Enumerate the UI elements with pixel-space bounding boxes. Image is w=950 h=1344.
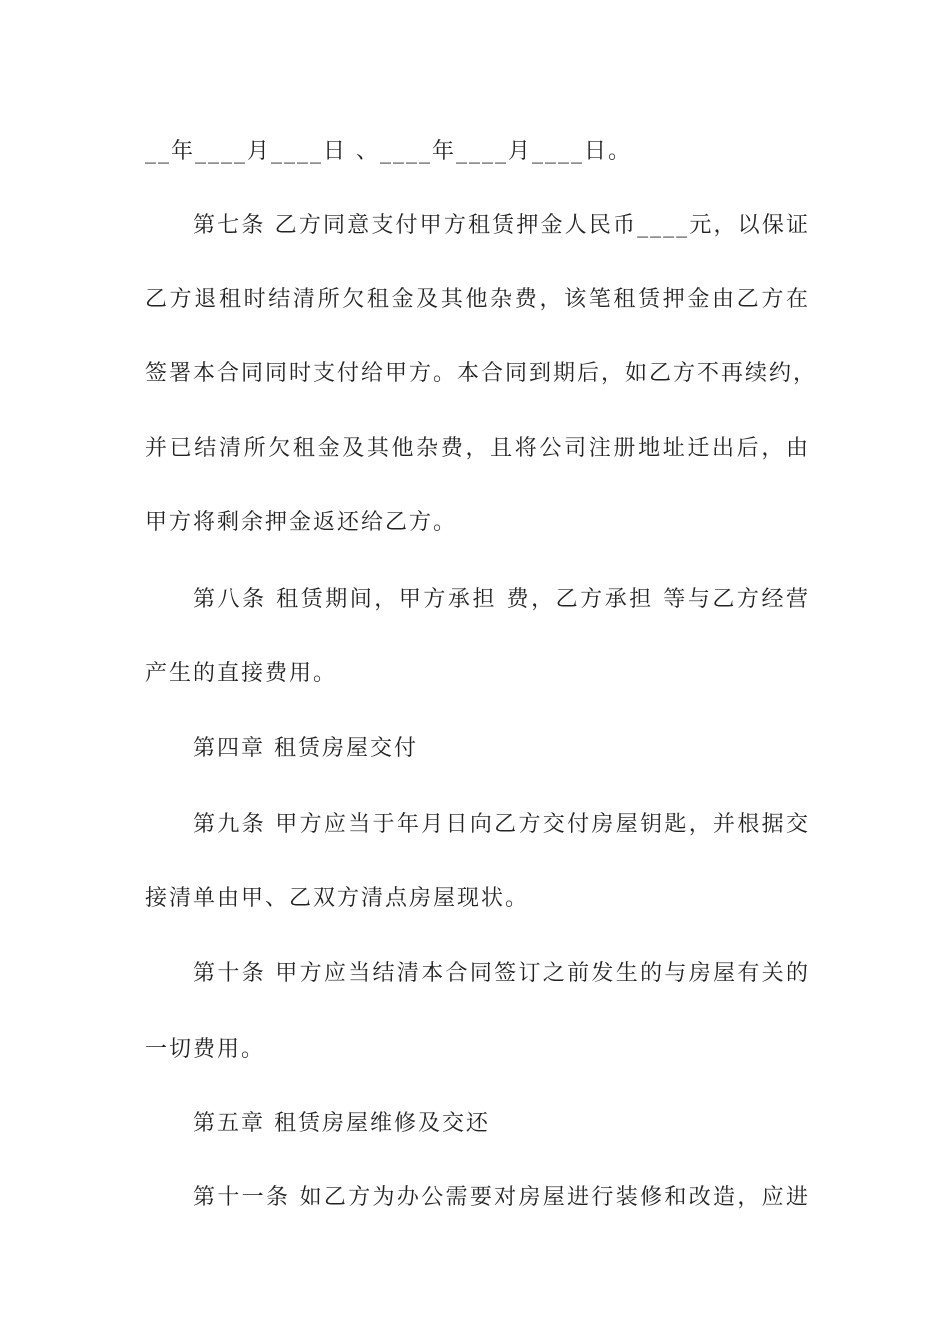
chapter-5-heading: 第五章 租赁房屋维修及交还 [193,1111,490,1136]
article-7-line-5: 甲方将剩余押金返还给乙方。 [145,510,458,535]
article-9-line-2: 接清单由甲、乙双方清点房屋现状。 [145,886,530,911]
article-11-line-1: 第十一条 如乙方为办公需要对房屋进行装修和改造，应进 [193,1185,810,1210]
article-10-line-2: 一切费用。 [145,1037,266,1062]
article-8-line-1: 第八条 租赁期间，甲方承担 费，乙方承担 等与乙方经营 [193,587,810,612]
chapter-4-heading: 第四章 租赁房屋交付 [193,736,418,761]
article-8-line-2: 产生的直接费用。 [145,661,338,686]
article-7-line-3: 签署本合同同时支付给甲方。本合同到期后，如乙方不再续约， [145,361,818,386]
article-10-line-1: 第十条 甲方应当结清本合同签订之前发生的与房屋有关的 [193,961,810,986]
article-7-line-4: 并已结清所欠租金及其他杂费，且将公司注册地址迁出后，由 [145,436,810,461]
date-blanks-line: __年____月____日 、____年____月____日。 [145,139,632,164]
article-7-line-1: 第七条 乙方同意支付甲方租赁押金人民币____元，以保证 [193,213,810,238]
article-7-line-2: 乙方退租时结清所欠租金及其他杂费，该笔租赁押金由乙方在 [145,287,810,312]
article-9-line-1: 第九条 甲方应当于年月日向乙方交付房屋钥匙，并根据交 [193,812,810,837]
